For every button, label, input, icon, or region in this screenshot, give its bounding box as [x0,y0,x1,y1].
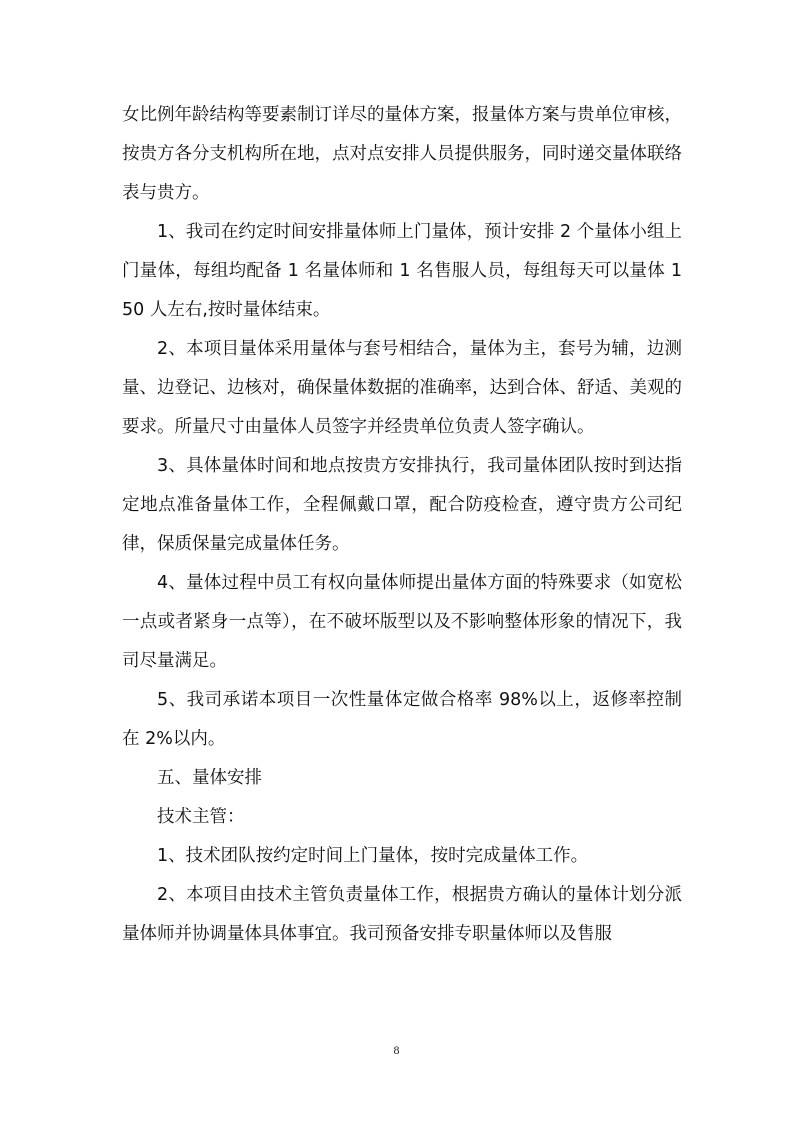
page-number: 8 [393,1043,400,1057]
paragraph-item-4-special-requests: 4、量体过程中员工有权向量体师提出量体方面的特殊要求（如宽松一点或者紧身一点等），在不破坏版型以及不影响整体形象的情况下，我司尽量满足。 [122,573,682,671]
document-body [122,96,682,954]
section-heading-measurement-arrangement: 五、量体安排 [157,768,262,788]
paragraph-supervisor-item-2: 2、本项目由技术主管负责量体工作，根据贵方确认的量体计划分派量体师并协调量体具体事宜。我司预备安排专职量体师以及售服 [122,885,682,944]
paragraph-item-3-time-location: 3、具体量体时间和地点按贵方安排执行，我司量体团队按时到达指定地点准备量体工作，全程佩戴口罩，配合防疫检查，遵守贵方公司纪律，保质保量完成量体任务。 [122,456,682,554]
paragraph-item-5-quality-commitment: 5、我司承诺本项目一次性量体定做合格率 98%以上，返修率控制在 2%以内。 [122,690,682,749]
paragraph-item-2-method: 2、本项目量体采用量体与套号相结合，量体为主，套号为辅，边测量、边登记、边核对，确保量体数据的准确率，达到合体、舒适、美观的要求。所量尺寸由量体人员签字并经贵单位负责人签字确认。 [122,339,682,437]
paragraph-supervisor-item-1: 1、技术团队按约定时间上门量体，按时完成量体工作。 [157,846,589,866]
paragraph-item-1-schedule: 1、我司在约定时间安排量体师上门量体，预计安排 2 个量体小组上门量体，每组均配备 1 名量体师和 1 名售服人员，每组每天可以量体 150 人左右,按时量体结束。 [122,222,682,320]
subheading-technical-supervisor: 技术主管： [157,807,245,827]
paragraph-continued-measurement-plan: 女比例年龄结构等要素制订详尽的量体方案，报量体方案与贵单位审核，按贵方各分支机构所在地，点对点安排人员提供服务，同时递交量体联络表与贵方。 [122,105,682,203]
